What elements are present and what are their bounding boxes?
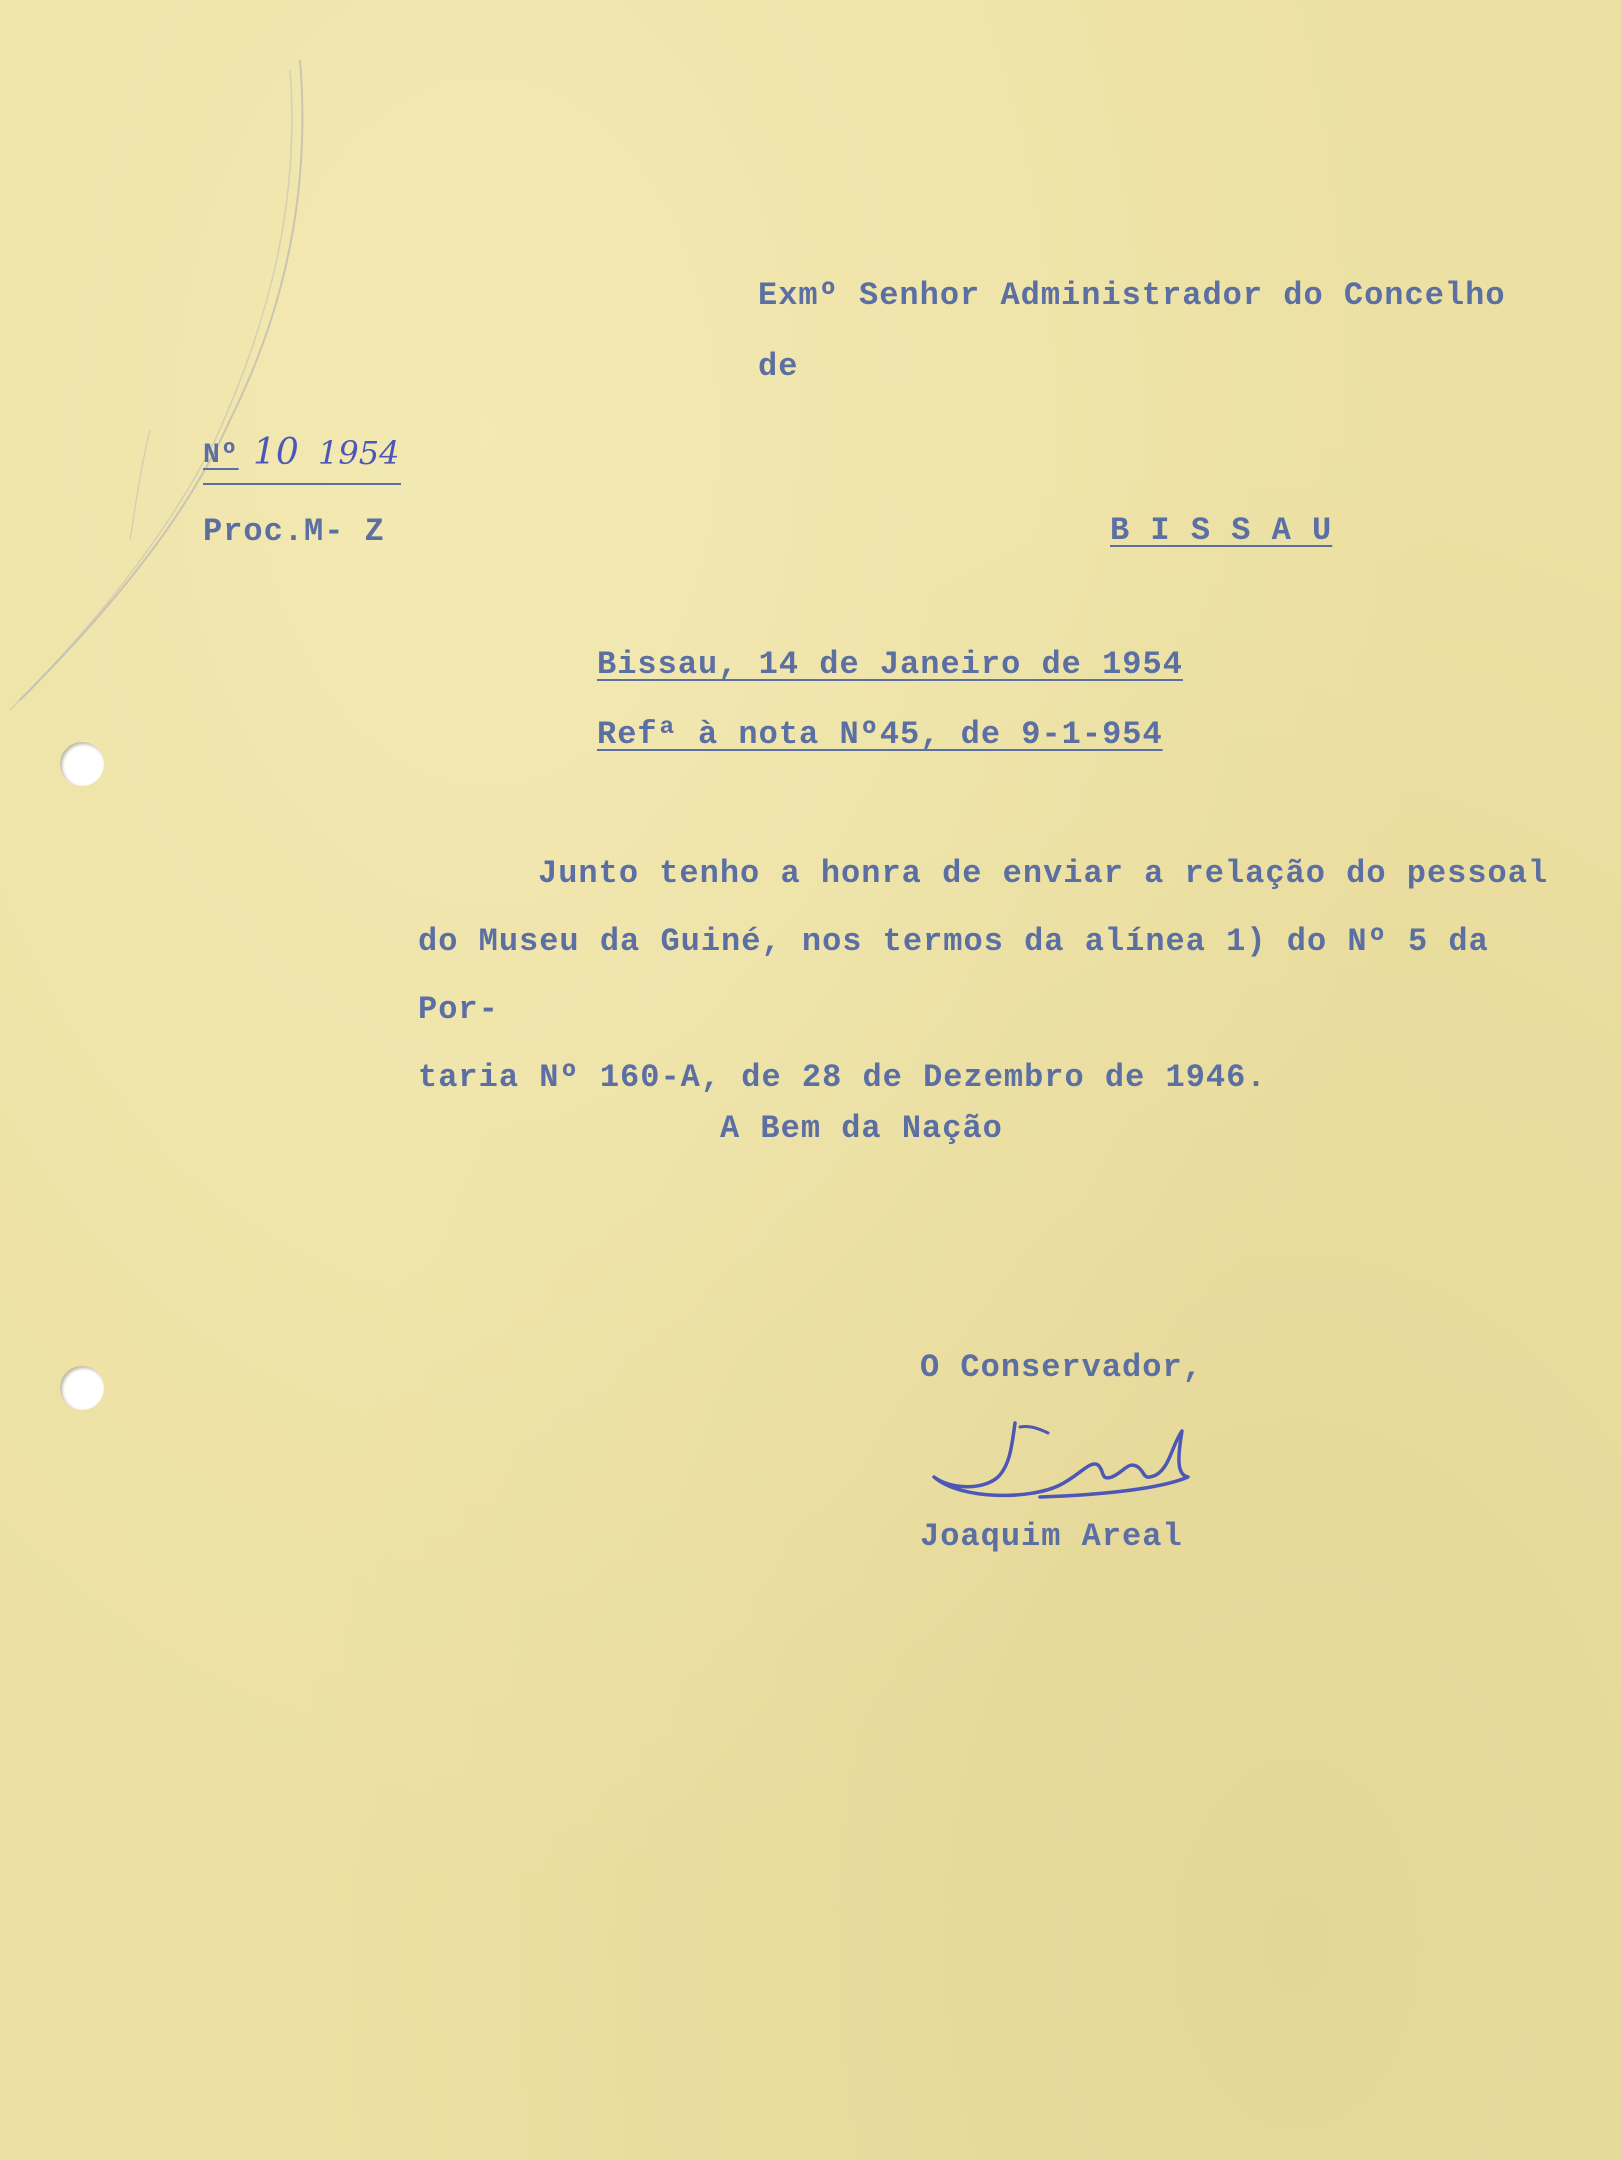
signer-title: O Conservador, — [920, 1349, 1203, 1386]
city-name: B I S S A U — [1110, 512, 1333, 549]
reference-underline — [203, 480, 403, 490]
signer-name: Joaquim Areal — [920, 1518, 1183, 1555]
body-line-3: taria Nº 160-A, de 28 de Dezembro de 1946. — [418, 1059, 1267, 1096]
punch-hole-bottom — [60, 1366, 104, 1410]
date-line: Bissau, 14 de Janeiro de 1954 — [597, 646, 1183, 683]
reference-number-handwritten: 10 — [253, 432, 299, 473]
body-line-1: Junto tenho a honra de enviar a relação do pessoal — [538, 855, 1549, 892]
body-paragraph — [420, 840, 1580, 1112]
punch-hole-top — [60, 742, 104, 786]
body-line-2: do Museu da Guiné, nos termos da alínea 1) do Nº 5 da Por- — [418, 923, 1489, 1028]
signature-stroke — [920, 1405, 1220, 1515]
process-reference: Proc.M- Z — [203, 513, 385, 550]
reference-number-prefix: Nº — [203, 440, 239, 471]
reference-note-line: Refª à nota Nº45, de 9-1-954 — [597, 716, 1163, 753]
closing-salutation: A Bem da Nação — [720, 1110, 1003, 1147]
signature — [920, 1405, 1220, 1520]
addressee-line-2: de — [758, 348, 799, 385]
reference-year-handwritten: 1954 — [318, 434, 400, 472]
reference-number — [203, 432, 400, 473]
addressee-line-1: Exmº Senhor Administrador do Concelho — [758, 277, 1506, 314]
